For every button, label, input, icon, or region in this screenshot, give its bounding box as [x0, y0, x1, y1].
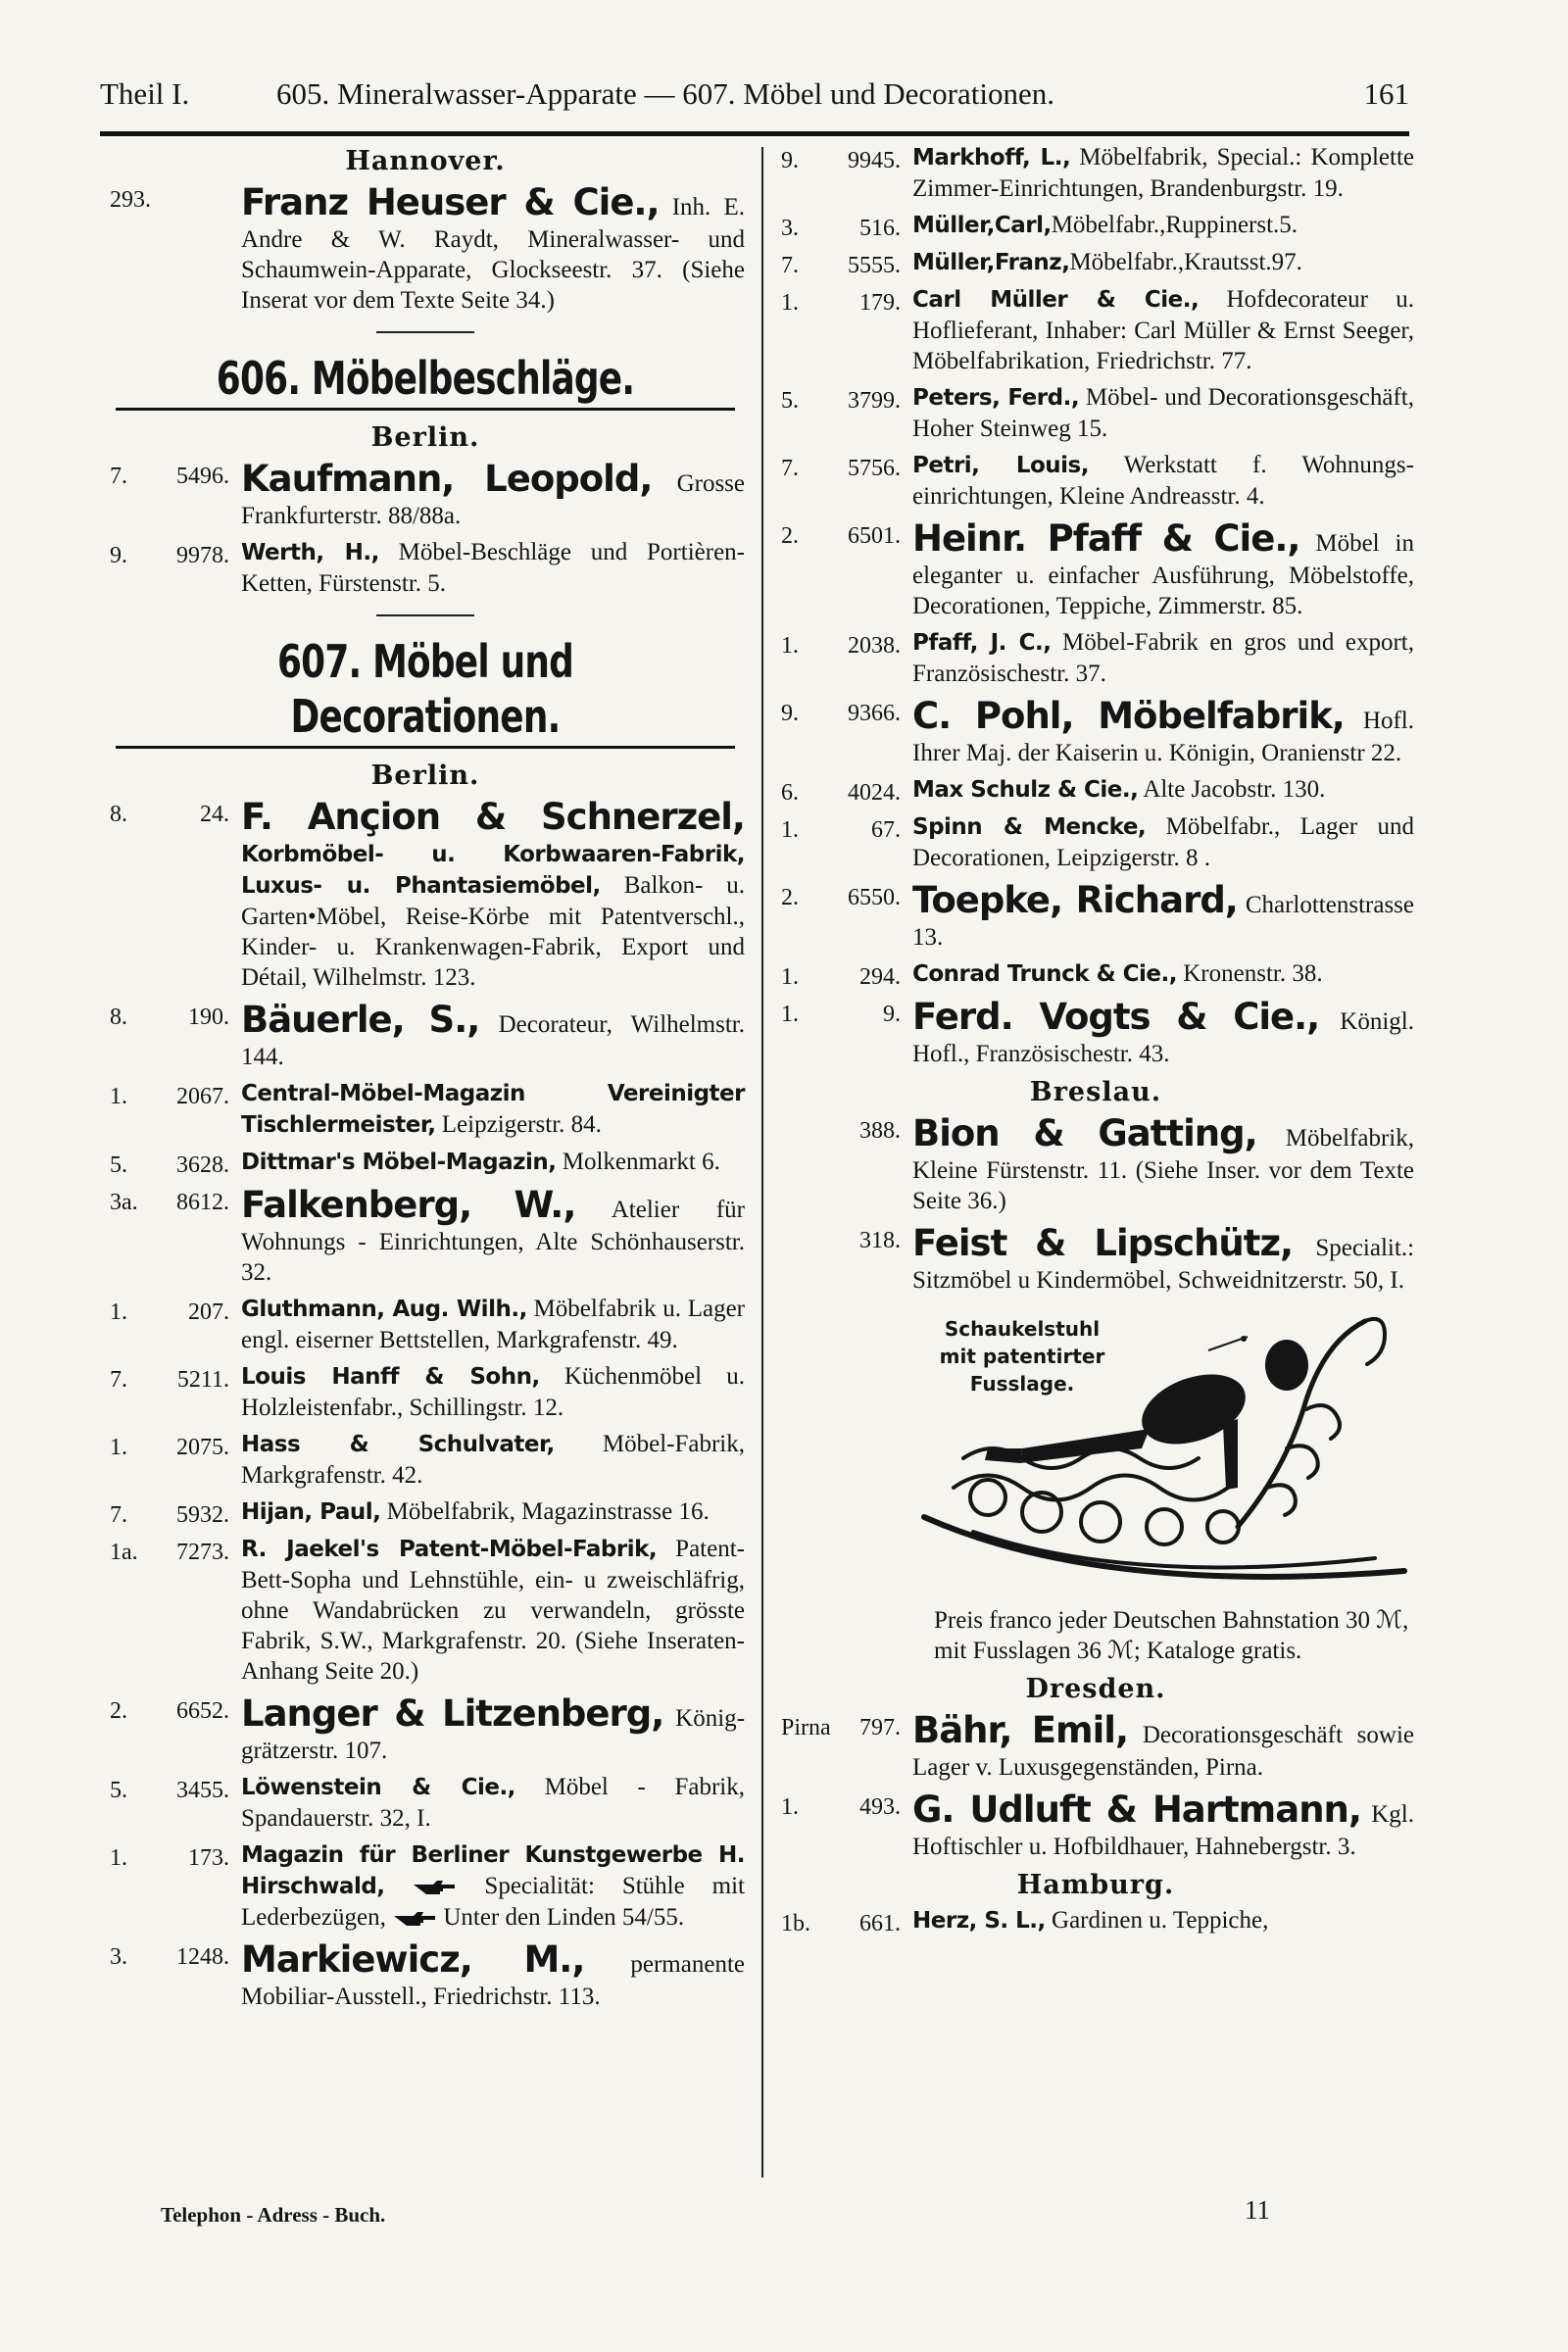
directory-entry: 7. 5756. Petri, Louis, Werkstatt f. Wohnungseinrichtungen, Kleine Andreasstr. 4.	[781, 452, 1414, 510]
entry-name: Müller,Franz,	[912, 250, 1070, 275]
entry-name: Müller,Carl,	[912, 213, 1052, 238]
entry-name: Max Schulz & Cie.,	[912, 777, 1139, 803]
illustration-caption: Schaukelstuhl mit patentirter Fusslage.	[939, 1317, 1105, 1396]
directory-entry: 1. 179. Carl Müller & Cie., Hofdecorateur u. Hoflieferant, Inhaber: Carl Müller & Ernst Seeger, Möbelfabrikation, Friedrichstr. 77.	[781, 286, 1414, 374]
directory-entry: 9. 9978. Werth, H., Möbel-Beschläge und Portièren-Ketten, Fürstenstr. 5.	[110, 539, 745, 597]
price-note: Preis franco jeder Deutschen Bahnstation 30 ℳ, mit Fusslagen 36 ℳ; Kataloge gratis.	[934, 1607, 1409, 1664]
separator	[376, 331, 474, 333]
directory-entry: 1a. 7273. R. Jaekel's Patent-Möbel-Fabrik, Patent-Bett-Sopha und Lehnstühle, ein- u zweischläfrig, ohne Wandabrücken zu verwandeln, grösste Fabrik, S.W., Markgrafenstr. 20. (Siehe Inseraten-Anhang Seite 20.)	[110, 1536, 745, 1685]
entry-name: Feist & Lipschütz,	[912, 1222, 1294, 1264]
directory-entry: 2. 6501. Heinr. Pfaff & Cie., Möbel in eleganter u. einfacher Ausführung, Möbelstoffe, Decorationen, Teppiche, Zimmerstr. 85.	[781, 517, 1414, 619]
directory-entry: 1. 2038. Pfaff, J. C., Möbel-Fabrik en gros und export, Französischestr. 37.	[781, 629, 1415, 687]
header-part: Theil I.	[100, 76, 190, 111]
entry-text: Hofl. Ihrer Maj. der Kaiserin u. Königin, Oranienstr 22.	[912, 708, 1414, 766]
entry-text: Möbelfabrik, Magazinstrasse 16.	[380, 1498, 710, 1525]
entry-text: Specialität: Stühle mit Lederbezügen,	[241, 1873, 746, 1931]
directory-entry: Pirna 797. Bähr, Emil, Decorationsgeschäft sowie Lager v. Luxusgegenständen, Pirna.	[781, 1709, 1415, 1781]
entry-name: C. Pohl, Möbelfabrik,	[912, 695, 1345, 737]
directory-entry: 7. 5932. Hijan, Paul, Möbelfabrik, Magazinstrasse 16.	[110, 1498, 710, 1528]
entry-name: Bäuerle, S.,	[241, 999, 480, 1041]
entry-text: Möbelfabrik, Kleine Fürstenstr. 11. (Siehe Inser. vor dem Texte Seite 36.)	[912, 1125, 1414, 1214]
directory-entry: 388. Bion & Gatting, Möbelfabrik, Kleine Fürstenstr. 11. (Siehe Inser. vor dem Texte Seite 36.)	[859, 1112, 1414, 1214]
signature-mark: 11	[1245, 2195, 1270, 2225]
directory-entry: 1. 67. Spinn & Mencke, Möbelfabr., Lager und Decorationen, Leipzigerstr. 8 .	[781, 813, 1414, 871]
entry-text: Möbel-Fabrik en gros und export, Französischestr. 37.	[912, 629, 1415, 687]
entry-name: Heinr. Pfaff & Cie.,	[912, 517, 1300, 560]
entry-text: Inh. E. Andre & W. Raydt, Mineralwasser- und Schaumwein-Apparate, Glockseestr. 37. (Siehe Inserat vor dem Texte Seite 34.)	[241, 194, 745, 314]
entry-text: Küchenmöbel u. Holzleistenfabr., Schillingstr. 12.	[241, 1363, 745, 1421]
entry-name: Falkenberg, W.,	[241, 1184, 576, 1226]
entry-name: R. Jaekel's Patent-Möbel-Fabrik,	[241, 1537, 658, 1562]
directory-entry: 8. 190. Bäuerle, S., Decorateur, Wilhelmstr. 144.	[110, 999, 745, 1070]
directory-entry: 1b. 661. Herz, S. L., Gardinen u. Teppiche,	[781, 1907, 1269, 1936]
section-title: 606. Möbelbeschläge.	[216, 352, 635, 405]
entry-text: Decorateur, Wilhelmstr. 144.	[241, 1011, 745, 1070]
directory-entry: 7. 5211. Louis Hanff & Sohn, Küchenmöbel u. Holzleistenfabr., Schillingstr. 12.	[110, 1363, 745, 1421]
entry-name: Löwenstein & Cie.,	[241, 1775, 515, 1800]
entry-name: Werth, H.,	[241, 540, 379, 565]
entry-text: Möbelfabr.,Ruppinerst.5.	[1051, 212, 1298, 238]
entry-name: Central-Möbel-Magazin Vereinigter Tischlermeister,	[241, 1081, 745, 1138]
entry-text: Möbelfabr., Lager und Decorationen, Leipzigerstr. 8 .	[912, 813, 1414, 871]
city-heading: Berlin.	[370, 760, 480, 791]
entry-name: Pfaff, J. C.,	[912, 630, 1052, 656]
entry-name: Langer & Litzenberg,	[241, 1692, 664, 1735]
directory-entry: 7. 5496. Kaufmann, Leopold, Grosse Frankfurterstr. 88/88a.	[110, 458, 745, 529]
city-heading: Dresden.	[1025, 1674, 1166, 1704]
entry-name: Hass & Schulvater,	[241, 1432, 555, 1457]
page-number: 161	[1363, 76, 1409, 111]
right-column	[777, 142, 1414, 1942]
city-heading: Breslau.	[1029, 1077, 1162, 1107]
entry-text: Möbel-Fabrik, Markgrafenstr. 42.	[241, 1431, 745, 1489]
entry-name: Bähr, Emil,	[912, 1709, 1129, 1751]
directory-entry: 9. 9366. C. Pohl, Möbelfabrik, Hofl. Ihrer Maj. der Kaiserin u. Königin, Oranienstr 22.	[781, 695, 1414, 766]
entry-name: Carl Müller & Cie.,	[912, 287, 1200, 313]
entry-text: Möbel - Fabrik, Spandauerstr. 32, I.	[241, 1774, 745, 1832]
directory-entry: 9. 9945. Markhoff, L., Möbelfabrik, Special.: Komplette Zimmer-Einrichtungen, Brandenburgstr. 19.	[781, 144, 1414, 202]
entry-name: Markiewicz, M.,	[241, 1938, 585, 1981]
entry-text: Werkstatt f. Wohnungseinrichtungen, Kleine Andreasstr. 4.	[912, 452, 1414, 510]
directory-entry: 5. 3628. Dittmar's Möbel-Magazin, Molkenmarkt 6.	[110, 1149, 720, 1178]
entry-name: Toepke, Richard,	[912, 879, 1238, 921]
city-heading: Hamburg.	[1016, 1870, 1175, 1900]
entry-name: Ferd. Vogts & Cie.,	[912, 996, 1320, 1038]
entry-text: Patent-Bett-Sopha und Lehnstühle, ein- u zweischläfrig, ohne Wandabrücken zu verwandeln, grösste Fabrik, S.W., Markgrafenstr. 20. (Siehe Inseraten-Anhang Seite 20.)	[241, 1536, 745, 1685]
directory-entry: 6. 4024. Max Schulz & Cie., Alte Jacobstr. 130.	[781, 776, 1326, 806]
entry-text: Grosse Frankfurterstr. 88/88a.	[241, 470, 745, 529]
directory-entry: 1. 294. Conrad Trunck & Cie., Kronenstr. 38.	[781, 960, 1323, 990]
directory-entry: 2. 6550. Toepke, Richard, Charlottenstrasse 13.	[781, 879, 1415, 951]
directory-entry: 1. 9. Ferd. Vogts & Cie., Königl. Hofl., Französischestr. 43.	[781, 996, 1414, 1067]
column-divider	[761, 147, 763, 2178]
city-heading: Hannover.	[345, 146, 506, 176]
entry-text: Leipzigerstr. 84.	[435, 1111, 602, 1138]
directory-entry: 1. 2075. Hass & Schulvater, Möbel-Fabrik, Markgrafenstr. 42.	[110, 1431, 745, 1489]
entry-name: Louis Hanff & Sohn,	[241, 1364, 540, 1390]
directory-entry: 318. Feist & Lipschütz, Specialit.: Sitzmöbel u Kindermöbel, Schweidnitzerstr. 50, I.	[859, 1222, 1415, 1294]
footer-title: Telephon - Adress - Buch.	[161, 2203, 386, 2227]
entry-text: Gardinen u. Teppiche,	[1045, 1907, 1269, 1934]
entry-name: Hijan, Paul,	[241, 1499, 381, 1525]
entry-name: Conrad Trunck & Cie.,	[912, 961, 1177, 987]
left-column	[106, 142, 745, 2018]
section-title: 607. Möbel und Decorationen.	[276, 635, 574, 743]
directory-entry: 1. 2067. Central-Möbel-Magazin Vereinigter Tischlermeister, Leipzigerstr. 84.	[110, 1081, 745, 1138]
entry-text: Unter den Linden 54/55.	[437, 1904, 685, 1931]
directory-entry: 1. 207. Gluthmann, Aug. Wilh., Möbelfabrik u. Lager engl. eiserner Bettstellen, Markgrafenstr. 49.	[110, 1296, 745, 1353]
entry-text: Molkenmarkt 6.	[556, 1149, 720, 1175]
entry-text: Möbelfabr.,Krautsst.97.	[1069, 249, 1302, 275]
entry-name: Petri, Louis,	[912, 453, 1089, 478]
directory-entry: 3. 516. Müller,Carl,Möbelfabr.,Ruppinerst.5.	[781, 212, 1298, 241]
entry-text: Charlottenstrasse 13.	[912, 892, 1415, 951]
directory-entry: 293. Franz Heuser & Cie., Inh. E. Andre & W. Raydt, Mineralwasser- und Schaumwein-Apparate, Glockseestr. 37. (Siehe Inserat vor dem Texte Seite 34.)	[110, 181, 745, 314]
entry-name: Bion & Gatting,	[912, 1112, 1257, 1154]
entry-text: Königgrätzerstr. 107.	[241, 1705, 746, 1764]
entry-name: Spinn & Mencke,	[912, 814, 1147, 840]
entry-name: Magazin für Berliner Kunstgewerbe H. Hirschwald,	[241, 1842, 745, 1899]
directory-entry: 7. 5555. Müller,Franz,Möbelfabr.,Krautsst.97.	[781, 249, 1302, 278]
entry-name: Gluthmann, Aug. Wilh.,	[241, 1297, 527, 1322]
entry-text: Hofdecorateur u. Hoflieferant, Inhaber: Carl Müller & Ernst Seeger, Möbelfabrikation, Friedrichstr. 77.	[912, 286, 1414, 374]
city-heading: Berlin.	[370, 422, 480, 453]
directory-entry: 5. 3455. Löwenstein & Cie., Möbel - Fabrik, Spandauerstr. 32, I.	[110, 1774, 745, 1832]
rocking-chair-illustration	[777, 1301, 1414, 1595]
entry-text: permanente Mobiliar-Ausstell., Friedrichstr. 113.	[241, 1951, 745, 2010]
entry-name: Dittmar's Möbel-Magazin,	[241, 1150, 557, 1175]
directory-entry: 2. 6652. Langer & Litzenberg, Königgrätzerstr. 107.	[110, 1692, 746, 1764]
entry-name: Markhoff, L.,	[912, 145, 1071, 171]
section-rule	[116, 408, 735, 411]
entry-name: Herz, S. L.,	[912, 1908, 1046, 1934]
entry-text: Möbel in eleganter u. einfacher Ausführung, Möbelstoffe, Decorationen, Teppiche, Zimmerstr. 85.	[912, 530, 1414, 619]
separator	[376, 614, 474, 616]
entry-text: Balkon- u. Garten•Möbel, Reise-Körbe mit Patentverschl., Kinder- u. Krankenwagen-Fabrik, Export und Détail, Wilhelmstr. 123.	[241, 872, 745, 991]
entry-text: Kgl. Hoftischler u. Hofbildhauer, Hahnebergstr. 3.	[912, 1801, 1414, 1860]
entry-text: Möbel-Beschläge und Portièren-Ketten, Fürstenstr. 5.	[241, 539, 745, 597]
directory-entry: 8. 24. F. Ançion & Schnerzel, Korbmöbel- u. Korbwaaren-Fabrik, Luxus- u. Phantasiemöbel, Balkon- u. Garten•Möbel, Reise-Körbe mit Patentverschl., Kinder- u. Krankenwagen-Fabrik, Export und Détail, Wilhelmstr. 123.	[110, 796, 745, 991]
directory-entry: 3a. 8612. Falkenberg, W., Atelier für Wohnungs - Einrichtungen, Alte Schönhauserstr. 32.	[110, 1184, 745, 1286]
entry-text: Specialit.: Sitzmöbel u Kindermöbel, Schweidnitzerstr. 50, I.	[912, 1235, 1415, 1294]
entry-text: Kronenstr. 38.	[1176, 960, 1323, 987]
entry-text: Decorationsgeschäft sowie Lager v. Luxusgegenständen, Pirna.	[912, 1722, 1415, 1781]
entry-name: Peters, Ferd.,	[912, 385, 1080, 411]
entry-name: Franz Heuser & Cie.,	[241, 181, 660, 223]
directory-entry: 1. 493. G. Udluft & Hartmann, Kgl. Hoftischler u. Hofbildhauer, Hahnebergstr. 3.	[781, 1788, 1414, 1860]
header-title: 605. Mineralwasser-Apparate — 607. Möbel und Decorationen.	[276, 76, 1054, 111]
entry-subtitle: Korbmöbel- u. Korbwaaren-Fabrik, Luxus- u. Phantasiemöbel,	[241, 842, 745, 899]
entry-text: Alte Jacobstr. 130.	[1138, 776, 1326, 803]
directory-entry: 5. 3799. Peters, Ferd., Möbel- und Decorationsgeschäft, Hoher Steinweg 15.	[781, 384, 1414, 442]
entry-text: Möbelfabrik, Special.: Komplette Zimmer-Einrichtungen, Brandenburgstr. 19.	[912, 144, 1414, 202]
entry-text: Möbelfabrik u. Lager engl. eiserner Bettstellen, Markgrafenstr. 49.	[241, 1296, 745, 1353]
entry-text: Atelier für Wohnungs - Einrichtungen, Alte Schönhauserstr. 32.	[241, 1197, 745, 1286]
entry-text: Königl. Hofl., Französischestr. 43.	[912, 1008, 1414, 1067]
entry-name: Kaufmann, Leopold,	[241, 458, 653, 500]
entry-name: F. Ançion & Schnerzel,	[241, 796, 745, 838]
running-header	[100, 73, 1409, 122]
directory-entry: 1. 173. Magazin für Berliner Kunstgewerbe H. Hirschwald, Specialität: Stühle mit Lederbezügen, Unter den Linden 54/55.	[110, 1842, 746, 1931]
entry-text: Möbel- und Decorationsgeschäft, Hoher Steinweg 15.	[912, 384, 1414, 442]
directory-entry: 3. 1248. Markiewicz, M., permanente Mobiliar-Ausstell., Friedrichstr. 113.	[110, 1938, 745, 2010]
entry-name: G. Udluft & Hartmann,	[912, 1788, 1361, 1831]
header-rule	[100, 131, 1409, 136]
pointing-hand-icon	[392, 1910, 437, 1928]
pointing-hand-icon	[412, 1879, 457, 1896]
section-rule	[116, 746, 735, 749]
